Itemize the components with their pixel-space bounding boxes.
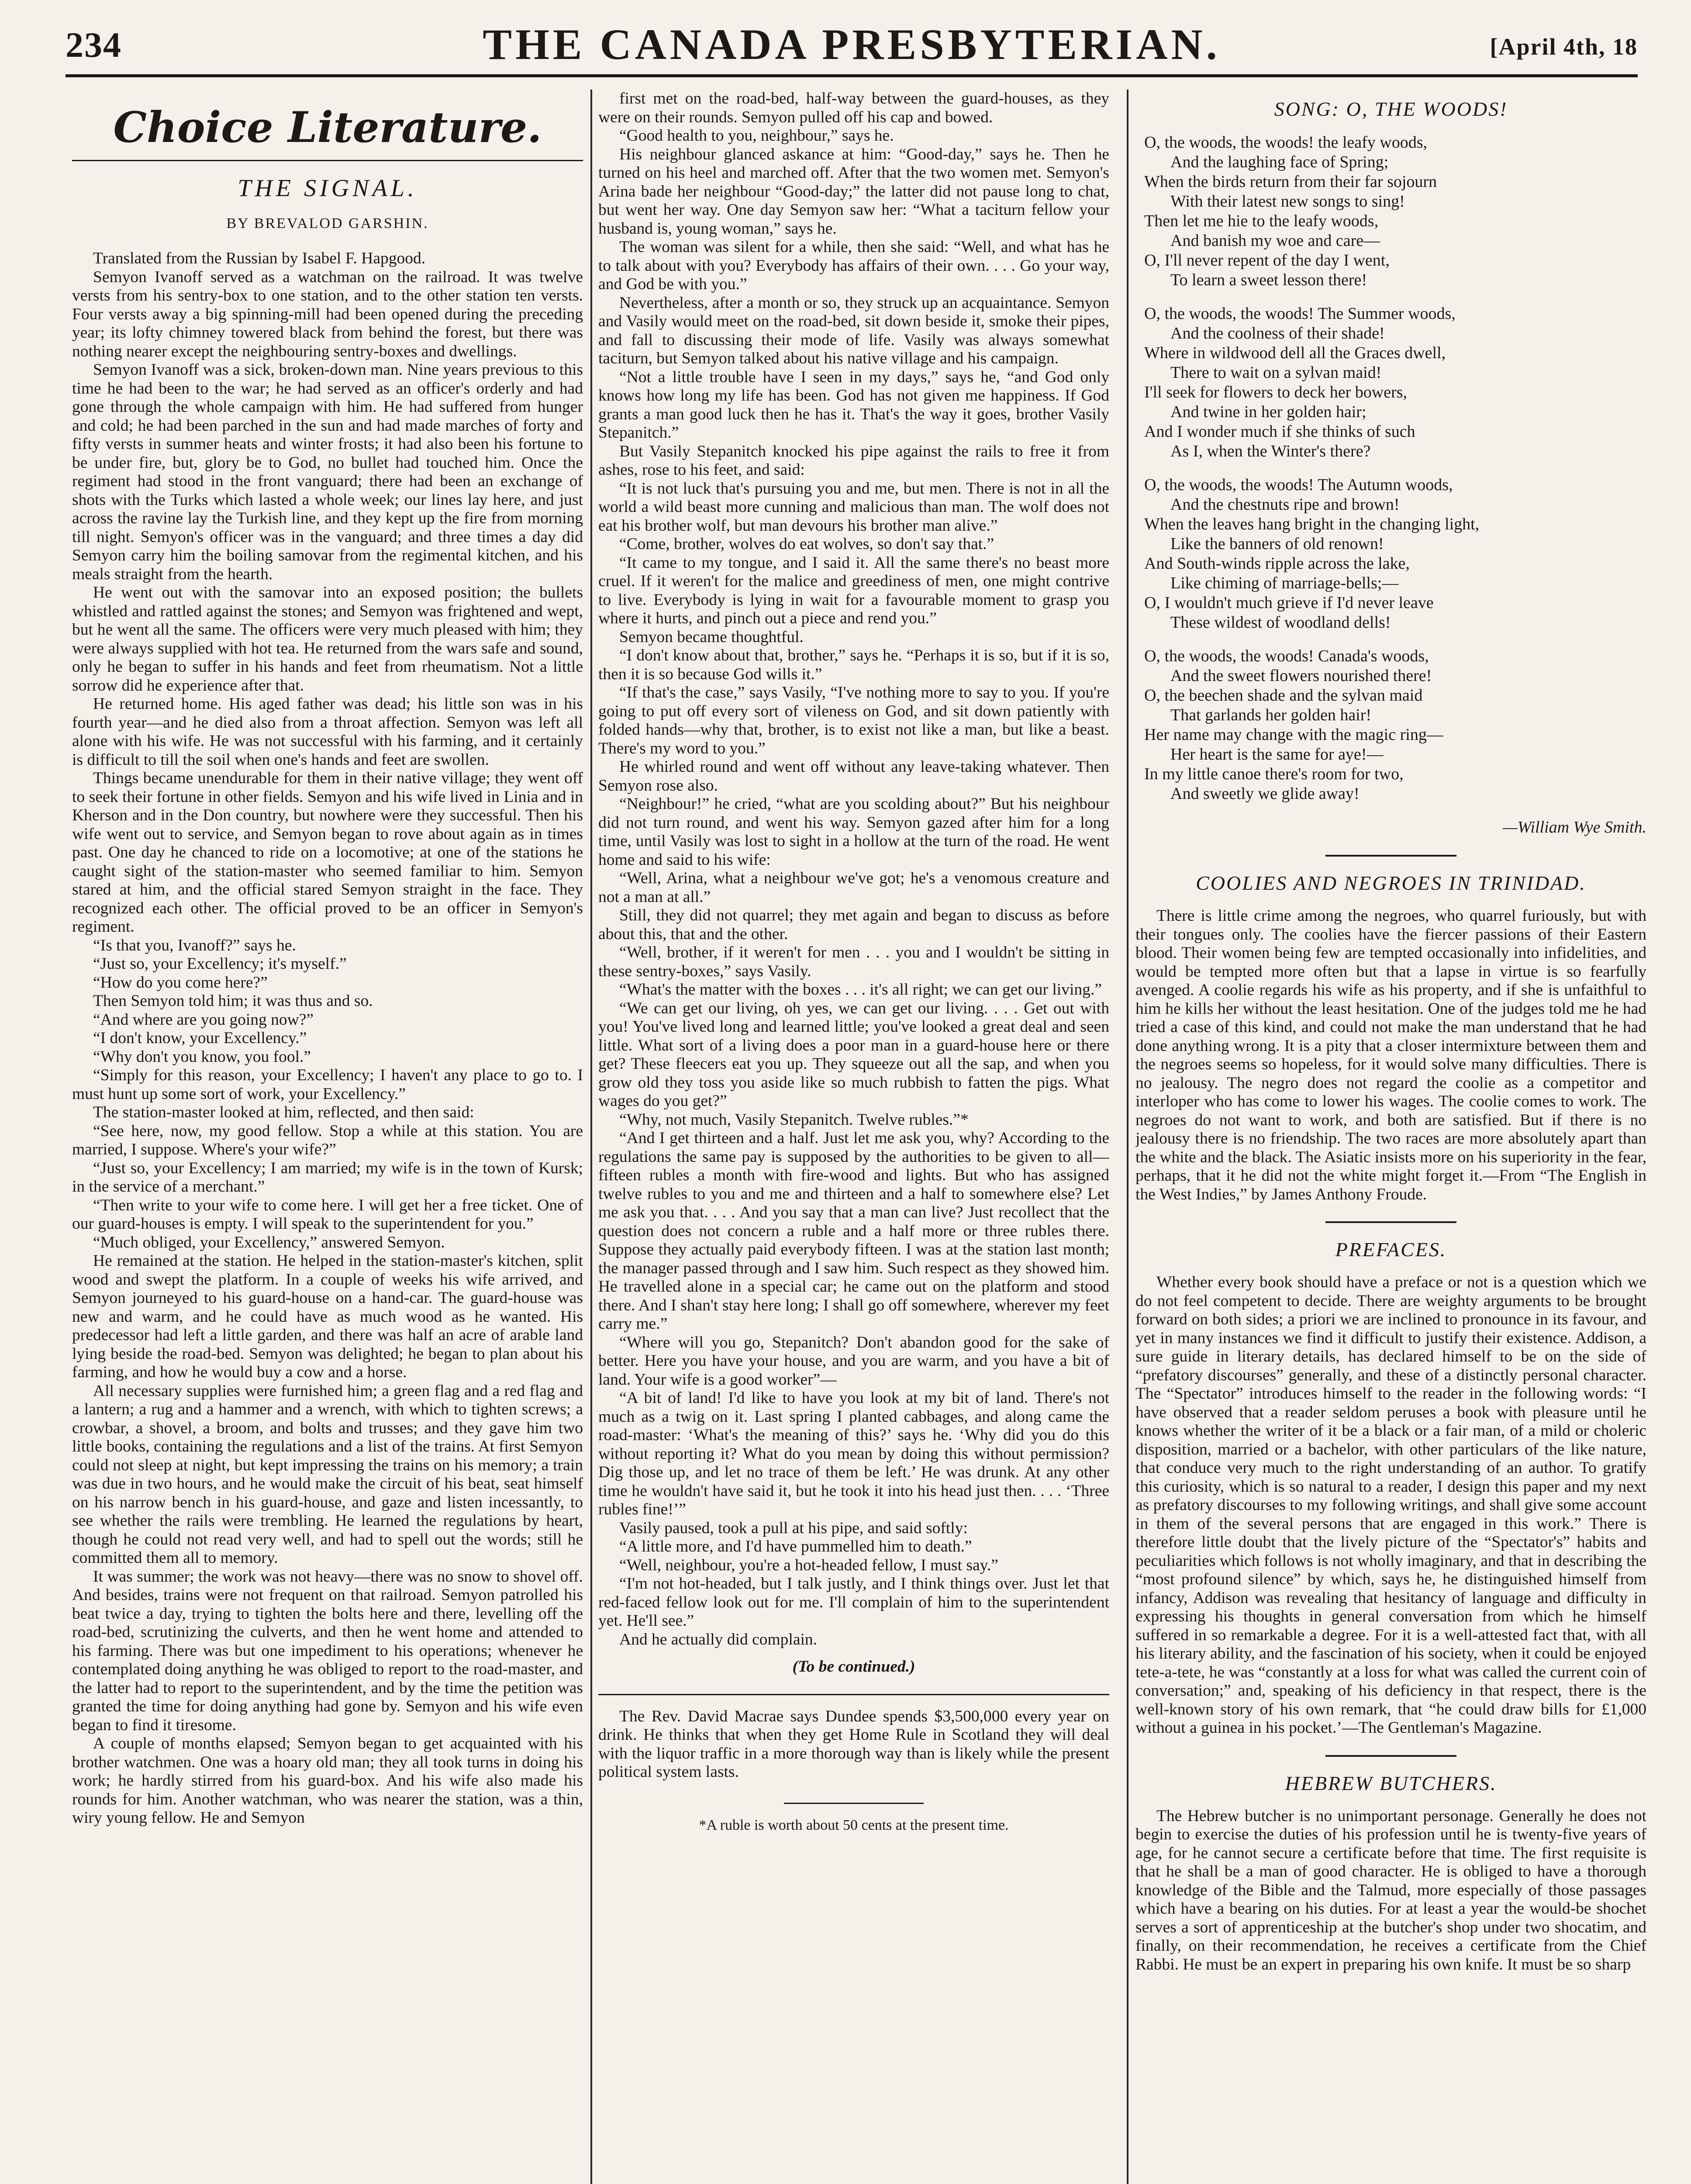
coolies-title: COOLIES AND NEGROES IN TRINIDAD. [1196,872,1586,894]
paragraph: But Vasily Stepanitch knocked his pipe against the rails to free it from ashes, rose to his feet, and said: [598,442,1109,479]
paragraph: Things became unendurable for them in their native village; they went off to seek their fortune in other fields. Semyon and his wife lived in Linia and in Kherson and in the Don country, but nowhere were they successful. Then his wife went out to service, and Semyon began to rove about again as in times past. One day he chanced to ride on a locomotive; at one of the stations he caught sight of the station-master who seemed familiar to him. Semyon stared at him, and the official stared Semyon straight in the face. They recognized each other. The official proved to be an officer in Semyon's regiment. [72,769,583,936]
coolies-article: There is little crime among the negroes, who quarrel furiously, but with their tongues only. The coolies have the fiercer passions of their Eastern blood. Their women being few are tempted occasionally into infidelities, and would be tempted more often but that a lapse in virtue is so fearfully avenged. A coolie regards his wife as his property, and if she is unfaithful to him he kills her without the least hesitation. One of the judges told me he had tried a case of this kind, and could not make the man understand that he had done anything wrong. It is a pity that a closer intermixture between them and the negroes seems so hopeless, for it would solve many difficulties. There is no jealousy. The negro does not regard the coolie as a competitor and interloper who has come to lower his wages. The coolie comes to work. The negroes do not want to work, and both are satisfied. But if there is no jealousy there is no friendship. The two races are more absolutely apart than the white and the black. The Asiatic insists more on his superiority in the fear, perhaps, that it he did not the white might forget it.—From “The English in the West Indies,” by James Anthony Froude. [1135,907,1646,1203]
to-be-continued: (To be continued.) [792,1658,915,1676]
paragraph: “What's the matter with the boxes . . . it's all right; we can get our living.” [619,981,1102,999]
divider [1325,1755,1456,1757]
paragraph: “Good health to you, neighbour,” says he. [619,127,894,145]
paragraph: Nevertheless, after a month or so, they struck up an acquaintance. Semyon and Vasily would meet on the road-bed, sit down beside it, smoke their pipes, and fall to discussing their mode of life. Vasily was always somewhat taciturn, but Semyon talked about his native village and his campaign. [598,294,1109,367]
paragraph: “Well, neighbour, you're a hot-headed fellow, I must say.” [619,1556,998,1574]
poem-line: In my little canoe there's room for two, [1144,765,1404,783]
paragraph: “Why, not much, Vasily Stepanitch. Twelve rubles.”* [619,1110,969,1129]
masthead: THE CANADA PRESBYTERIAN. [483,20,1221,69]
department-title: Choice Literature. [113,103,542,152]
paragraph: His neighbour glanced askance at him: “Good-day,” says he. Then he turned on his heel and marched off. After that the two women met. Semyon's Arina bade her neighbour “Good-day;” the latter did not pause long to chat, but went her way. One day Semyon saw her: “What a taciturn fellow your husband is, young woman,” says he. [598,145,1109,238]
paragraph: “It is not luck that's pursuing you and me, but men. There is not in all the world a wild beast more cunning and malicious than man. The wolf does not eat his brother wolf, but man devours his brother man alive.” [598,479,1109,535]
divider [1325,1221,1456,1223]
column-divider [590,90,592,2184]
paragraph: He whirled round and went off without any leave-taking whatever. Then Semyon rose also. [598,758,1109,795]
divider [1325,855,1456,857]
paragraph: “See here, now, my good fellow. Stop a while at this station. You are married, I suppose. Where's your wife?” [72,1122,583,1158]
paragraph: He went out with the samovar into an exposed position; the bullets whistled and rattled against the stones; and Semyon was frightened and wept, but he went all the same. The officers were very much pleased with him; they were always supplied with hot tea. He returned from the wars safe and sound, only he began to suffer in his hands and feet from rheumatism. Not a little sorrow did he experience after that. [72,584,583,695]
paragraph: A couple of months elapsed; Semyon began to get acquainted with his brother watchmen. One was a hoary old man; they all took turns in doing his work; he hardly stirred from his guard-box. And his wife also made his rounds for him. Another watchman, who was nearer the station, was a thin, wiry young fellow. He and Semyon [72,1735,583,1827]
poem-line: And the chestnuts ripe and brown! [1170,495,1400,514]
poem-line: And twine in her golden hair; [1170,403,1367,421]
poem-line: Her heart is the same for aye!— [1170,745,1384,764]
poem-line: O, I'll never repent of the day I went, [1144,251,1390,270]
paragraph: “I don't know about that, brother,” says he. “Perhaps it is so, but if it is so, then it is so because God wills it.” [598,646,1109,683]
poem-line: There to wait on a sylvan maid! [1170,363,1382,382]
song-author: —William Wye Smith. [1503,818,1646,836]
paragraph: “I don't know, your Excellency.” [93,1029,307,1047]
paragraph: “Not a little trouble have I seen in my days,” says he, “and God only knows how long my life has been. God has not given me happiness. If God grants a man good luck then he has it. That's the way it goes, brother Vasily Stepanitch.” [598,368,1109,442]
poem-line: And South-winds ripple across the lake, [1144,554,1410,573]
paragraph: “Just so, your Excellency; I am married; my wife is in the town of Kursk; in the service of a merchant.” [72,1159,583,1196]
poem-line: To learn a sweet lesson there! [1170,271,1367,289]
paragraph: first met on the road-bed, half-way between the guard-houses, as they were on their rounds. Semyon pulled off his cap and bowed. [598,90,1109,126]
stanza [1144,133,1646,290]
poem-line: And the sweet flowers nourished there! [1170,667,1432,685]
paragraph: The station-master looked at him, reflected, and then said: [93,1103,474,1121]
paragraph: “And I get thirteen and a half. Just let me ask you, why? According to the regulations the same pay is supposed by the authorities to be given to all—fifteen rubles a month with fire-wood and lights. But who has assigned twelve rubles to you and me and thirteen and a half to somewhere else? Let me ask you that. . . . And you say that a man can live? Just recollect that the question does not concern a ruble and a half more or three rubles there. Suppose they actually paid everybody fifteen. I was at the station last month; the manager passed through and I saw him. Such respect as they showed him. He travelled alone in a special car; he came out on the platform and stood there. And I shan't stay here long; I shall go off somewhere, wherever my feet carry me.” [598,1129,1109,1333]
poem-line: I'll seek for flowers to deck her bowers, [1144,383,1407,401]
paragraph: “I'm not hot-headed, but I talk justly, and I think things over. Just let that red-faced fellow look out for me. I'll complain of him to the superintendent yet. He'll see.” [598,1575,1109,1630]
stanza [1144,646,1646,804]
poem-line: O, the woods, the woods! The Autumn woods, [1144,476,1453,494]
stanza [1144,475,1646,632]
paragraph: He remained at the station. He helped in the station-master's kitchen, split wood and swept the platform. In a couple of weeks his wife arrived, and Semyon journeyed to his guard-house on a hand-car. The guard-house was new and warm, and he could have as much wood as he wanted. His predecessor had left a little garden, and there was half an acre of arable land lying beside the road-bed. Semyon was delighted; he began to plan about his farming, and how he would buy a cow and a horse. [72,1252,583,1381]
footnote-rule [784,1803,924,1804]
page-header [66,16,1638,81]
butchers-article: The Hebrew butcher is no unimportant personage. Generally he does not begin to exercise the duties of his profession until he is twenty-five years of age, for he cannot secure a certificate before that time. The first requisite is that he shall be a man of good character. He is obliged to have a thorough knowledge of the Bible and the Talmud, more especially of those passages which have a bearing on his duties. For at least a year the would-be shochet serves a sort of apprenticeship at the butcher's shop under two shocatim, and finally, on their recommendation, he receives a certificate from the Chief Rabbi. He must be an expert in preparing his own knife. It must be so sharp [1135,1807,1646,1973]
story-title: THE SIGNAL. [238,175,418,202]
paragraph: “A bit of land! I'd like to have you look at my bit of land. There's not much as a twig on it. Last spring I planted cabbages, and along came the road-master: ‘What's the meaning of this?’ says he. ‘Why did you do this without reporting it? What do you mean by doing this without permission? Dig those up, and let no trace of them be left.’ He was drunk. At any other time he wouldn't have said it, but he took it into his head just then. . . . ‘Three rubles fine!’” [598,1389,1109,1518]
left-column [72,90,583,2184]
paragraph: And he actually did complain. [619,1630,818,1648]
paragraph: Semyon became thoughtful. [619,628,804,646]
paragraph: “We can get our living, oh yes, we can get our living. . . . Get out with you! You've lived long and learned little; you've looked a great deal and seen little. What sort of a living does a poor man in a guard-house here or there get? These fleecers eat you up. They squeeze out all the sap, and when you grow old they toss you aside like so much rubbish to fatten the pigs. What wages do you get?” [598,999,1109,1110]
poem-line: And the laughing face of Spring; [1170,153,1389,171]
paragraph: “If that's the case,” says Vasily, “I've nothing more to say to you. If you're going to put off every sort of vileness on God, and sit down patiently with folded hands—why that, brother, is to exist not like a man, but like a beast. There's my word to you.” [598,684,1109,757]
story-body-continued [598,90,1109,1649]
paragraph: “Is that you, Ivanoff?” says he. [93,936,296,954]
paragraph: “Why don't you know, you fool.” [93,1047,311,1066]
paragraph: Vasily paused, took a pull at his pipe, and said softly: [619,1519,968,1537]
poem-line: And I wonder much if she thinks of such [1144,422,1415,441]
stanza [1144,304,1646,461]
paragraph: “Just so, your Excellency; it's myself.” [93,955,347,973]
paragraph: “Much obliged, your Excellency,” answered Semyon. [93,1233,445,1251]
paragraph: “Well, Arina, what a neighbour we've got; he's a venomous creature and not a man at all.” [598,869,1109,906]
divider [72,160,583,161]
paragraph: “Simply for this reason, your Excellency; I haven't any place to go to. I must hunt up some sort of work, your Excellency.” [72,1066,583,1103]
poem-line: Where in wildwood dell all the Graces dwell, [1144,344,1446,362]
paragraph: Translated from the Russian by Isabel F. Hapgood. [93,249,426,267]
poem-line: That garlands her golden hair! [1170,706,1372,724]
footnote: *A ruble is worth about 50 cents at the present time. [699,1817,1009,1833]
poem-line: O, the beechen shade and the sylvan maid [1144,686,1423,705]
paragraph: “Neighbour!” he cried, “what are you scolding about?” But his neighbour did not turn round, and went his way. Semyon gazed after him for a long time, until Vasily was lost to sight in a hollow at the turn of the road. He went home and said to his wife: [598,795,1109,869]
paragraph: All necessary supplies were furnished him; a green flag and a red flag and a lantern; a rug and a hammer and a wrench, with which to tighten screws; a crowbar, a shovel, a broom, and bolts and trusses; and they gave him two little books, containing the regulations and a list of the trains. At first Semyon could not sleep at night, but kept impressing the trains on his memory; a train was due in two hours, and he would make the circuit of his beat, seat himself on his narrow bench in his guard-house, and gaze and listen incessantly, to see whether the rails were trembling. He learned the regulations by heart, though he could not read very well, and had to spell out the words; still he committed them all to memory. [72,1382,583,1567]
paragraph: “Where will you go, Stepanitch? Don't abandon good for the sake of better. Here you have your house, and you are warm, and you have a bit of land. Your wife is a good worker”— [598,1333,1109,1389]
paragraph: Still, they did not quarrel; they met again and began to discuss as before about this, that and the other. [598,906,1109,943]
poem-line: Like chiming of marriage-bells;— [1170,574,1399,592]
poem-line: And the coolness of their shade! [1170,324,1385,342]
poem-line: As I, when the Winter's there? [1170,442,1371,460]
right-column [1135,90,1646,2184]
poem-line: And banish my woe and care— [1170,232,1380,250]
poem-line: When the leaves hang bright in the changing light, [1144,515,1480,533]
paragraph: “A little more, and I'd have pummelled him to death.” [619,1538,972,1555]
poem-line: With their latest new songs to sing! [1170,192,1405,211]
header-rule [66,74,1638,77]
butchers-title: HEBREW BUTCHERS. [1285,1772,1497,1794]
song-poem [1135,133,1646,804]
page-number: 234 [66,25,122,65]
poem-line: Like the banners of old renown! [1170,535,1384,553]
story-body [72,249,583,1828]
poem-line: O, the woods, the woods! the leafy woods, [1144,133,1428,152]
song-title: SONG: O, THE WOODS! [1274,98,1508,120]
paragraph: The woman was silent for a while, then she said: “Well, and what has he to talk about with you? Everybody has affairs of their own. . . . Go your way, and God be with you.” [598,238,1109,293]
poem-line: These wildest of woodland dells! [1170,613,1391,632]
divider [598,1694,1109,1695]
paragraph: Semyon Ivanoff served as a watchman on the railroad. It was twelve versts from his sentry-box to one station, and to the other station ten versts. Four versts away a big spinning-mill had been opened during the preceding year; its lofty chimney towered black from behind the forest, but there was nothing nearer except the neighbouring sentry-boxes and dwellings. [72,268,583,360]
byline: BY BREVALOD GARSHIN. [226,215,429,232]
poem-line: Then let me hie to the leafy woods, [1144,212,1379,230]
poem-line: When the birds return from their far sojourn [1144,173,1437,191]
issue-date: [April 4th, 18 [1490,34,1638,60]
prefaces-title: PREFACES. [1335,1238,1447,1261]
paragraph: Then Semyon told him; it was thus and so. [93,992,373,1010]
prefaces-article: Whether every book should have a preface or not is a question which we do not feel competent to decide. There are weighty arguments to be brought forward on both sides; a priori we are inclined to pronounce in its favour, and yet in many instances we find it difficult to justify their existence. Addison, a sure guide in literary details, has declared himself to be on the side of “prefatory discourses” generally, and these of a distinctly personal character. The “Spectator” introduces himself to the reader in the following words: “I have observed that a reader seldom peruses a book with pleasure until he knows whether the writer of it be a black or a fair man, of a mild or choleric disposition, married or a bachelor, with other particulars of the like nature, that conduce very much to the right understanding of an author. To gratify this curiosity, which is so natural to a reader, I design this paper and my next as prefatory discourses to my following writings, and shall give some account in them of the several persons that are engaged in this work.” There is therefore little doubt that the lively picture of the “Spectator's” habits and peculiarities which follows is not wholly imaginary, and that in describing the “most profound silence” by which, says he, he distinguished himself from infancy, Addison was revealing that hesitancy of language and difficulty in expressing his thoughts in general conversation from which he himself suffered in so remarkable a degree. For it is a well-attested fact that, with all his literary ability, and the fascination of his society, when it could be enjoyed tete-a-tete, he was “constantly at a loss for what was called the current coin of conversation;” and, speaking of his deficiency in that respect, there is the well-known story of his own remark, that “he could draw bills for £1,000 without a guinea in his pocket.’—The Gentleman's Magazine. [1135,1273,1646,1737]
column-divider [1127,90,1128,2184]
poem-line: O, I wouldn't much grieve if I'd never leave [1144,594,1434,612]
paragraph: “Then write to your wife to come here. I will get her a free ticket. One of our guard-houses is empty. I will speak to the superintendent for you.” [72,1196,583,1233]
poem-line: O, the woods, the woods! Canada's woods, [1144,647,1429,665]
poem-line: And sweetly we glide away! [1170,784,1360,803]
paragraph: “It came to my tongue, and I said it. All the same there's no beast more cruel. If it weren't for the malice and greediness of men, one might contrive to live. Everybody is lying in wait for a favourable moment to grasp you where it hurts, and pinch out a piece and rend you.” [598,553,1109,627]
paragraph: “Come, brother, wolves do eat wolves, so don't say that.” [619,535,994,553]
poem-line: Her name may change with the magic ring— [1144,726,1443,744]
paragraph: He returned home. His aged father was dead; his little son was in his fourth year—and he died also from a throat affection. Semyon was left all alone with his wife. He was not successful with his farming, and it certainly is difficult to till the soil when one's hands and feet are swollen. [72,695,583,769]
middle-column [598,90,1109,2184]
news-note: The Rev. David Macrae says Dundee spends $3,500,000 every year on drink. He thinks that when they get Home Rule in Scotland they will deal with the liquor traffic in a more thorough way than is likely while the present political system lasts. [598,1707,1109,1781]
paragraph: “How do you come here?” [93,973,268,992]
paragraph: It was summer; the work was not heavy—there was no snow to shovel off. And besides, trains were not frequent on that railroad. Semyon patrolled his beat twice a day, trying to tighten the bolts here and there, levelling off the road-bed, scrutinizing the culverts, and then he went home and attended to his farming. There was but one impediment to his operations; whenever he contemplated doing anything he was obliged to report to the road-master, and the latter had to report to the superintendent, and by the time the petition was granted the time for doing anything had gone by. Semyon and his wife even began to find it tiresome. [72,1567,583,1734]
poem-line: O, the woods, the woods! The Summer woods, [1144,304,1456,323]
paragraph: “Well, brother, if it weren't for men . . . you and I wouldn't be sitting in these sentry-boxes,” says Vasily. [598,943,1109,980]
paragraph: Semyon Ivanoff was a sick, broken-down man. Nine years previous to this time he had been to the war; he had served as an officer's orderly and had gone through the whole campaign with him. He had suffered from hunger and cold; he had been parched in the sun and had made marches of forty and fifty versts in summer heats and winter frosts; it had also been his fortune to be under fire, but, glory be to God, no bullet had touched him. Once the regiment had stood in the front vanguard; there had been an exchange of shots with the Turks which lasted a whole week; our lines lay here, and just across the ravine lay the Turkish line, and they kept up the fire from morning till night. Semyon's officer was in the vanguard; and three times a day did Semyon carry him the boiling samovar from the regimental kitchen, and his meals straight from the hearth. [72,361,583,583]
paragraph: “And where are you going now?” [93,1010,314,1029]
